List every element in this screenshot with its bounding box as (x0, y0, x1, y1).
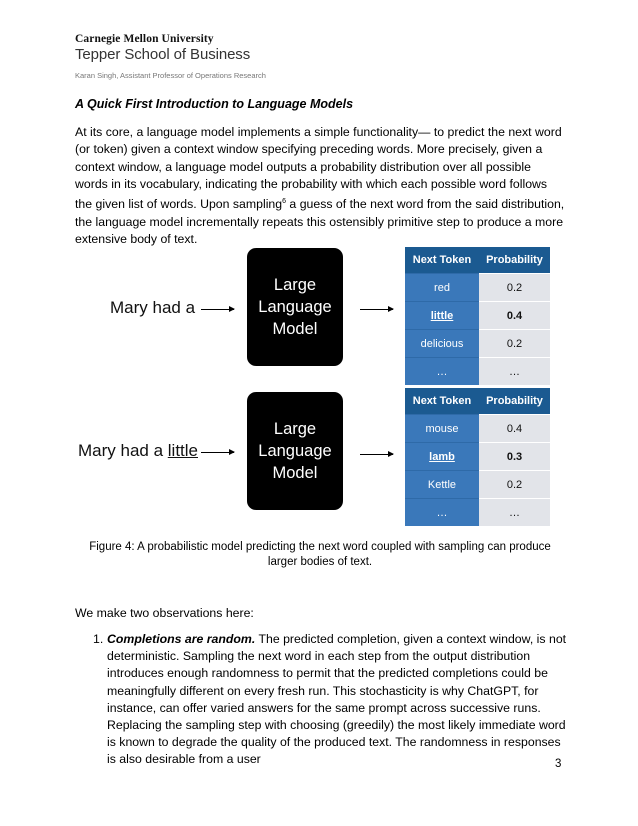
prob-cell: 0.4 (479, 302, 550, 330)
prob-cell: 0.2 (479, 274, 550, 302)
llm-label-line1: Large (273, 276, 317, 294)
table-row (405, 415, 550, 443)
section-title: A Quick First Introduction to Language Models (75, 97, 354, 111)
token-cell: delicious (405, 330, 479, 358)
llm-box-1 (247, 248, 343, 366)
prob-cell: 0.2 (479, 471, 550, 499)
page-header (75, 33, 266, 80)
token-cell: … (405, 499, 479, 527)
prob-cell: … (479, 358, 550, 386)
token-cell: … (405, 358, 479, 386)
token-cell: little (405, 302, 479, 330)
list-item (93, 631, 568, 769)
col-header-token: Next Token (405, 388, 479, 415)
next-token-table-2 (405, 388, 550, 526)
prob-cell: … (479, 499, 550, 527)
token-cell: mouse (405, 415, 479, 443)
token-cell: Kettle (405, 471, 479, 499)
token-cell: red (405, 274, 479, 302)
input-context-1: Mary had a (110, 298, 196, 317)
intro-text-a: At its core, a language model implements a simple functionality— to predict the next word (or token) given a context window specifying preceding words. More precisely, given a context window, a language model outputs a probability distribution over all possible words in its vocabulary, indicating the probability with which each possible word follows the given list of words. Upon sampling (75, 125, 562, 212)
input-context-2: Mary had a little (78, 441, 198, 460)
observations-intro: We make two observations here: (75, 606, 254, 620)
arrow-icon (201, 309, 234, 310)
llm-label-line2: Language (258, 442, 332, 460)
footnote-ref[interactable]: 6 (282, 198, 287, 206)
arrow-icon (201, 452, 234, 453)
llm-label-line1: Large (273, 420, 317, 438)
llm-box-2 (247, 392, 343, 510)
list-number: 1. (93, 632, 104, 646)
llm-label-line3: Model (272, 320, 318, 338)
col-header-probability: Probability (479, 247, 550, 274)
school-name: Tepper School of Business (75, 46, 251, 63)
author-line: Karan Singh, Assistant Professor of Operations Research (75, 71, 266, 80)
table-row-selected (405, 443, 550, 471)
arrow-icon (360, 454, 393, 455)
prob-cell: 0.3 (479, 443, 550, 471)
table-row (405, 499, 550, 527)
table-row-selected (405, 302, 550, 330)
prob-cell: 0.2 (479, 330, 550, 358)
prob-cell: 0.4 (479, 415, 550, 443)
col-header-token: Next Token (405, 247, 479, 274)
observations-list (93, 631, 568, 769)
table-row (405, 330, 550, 358)
list-item-text: The predicted completion, given a context window, is not deterministic. Sampling the next word in each step from the output distribution introduces enough randomness to permit that the predicted completions could be meaningfully different on every fresh run. This stochasticity is why ChatGPT, for instance, can offer varied answers for the same prompt across successive runs. Replacing the sampling step with choosing (greedily) the most likely immediate word is known to degrade the quality of the produced text. The randomness in responses is also desirable from a user (107, 632, 567, 767)
figure-caption: Figure 4: A probabilistic model predicting the next word coupled with sampling can produce larger bodies of text. (89, 541, 551, 568)
list-item-heading: Completions are random. (107, 632, 256, 646)
intro-text-b: a guess of the next word from the said distribution, the language model incrementally repeats this ostensibly primitive step to produce a more extensive body of text. (75, 197, 565, 246)
page-number: 3 (555, 758, 562, 770)
university-name: Carnegie Mellon University (75, 33, 214, 45)
next-token-table-1 (405, 247, 550, 385)
llm-label-line3: Model (272, 464, 318, 482)
figure-language-model (0, 240, 638, 530)
table-row (405, 471, 550, 499)
llm-label-line2: Language (258, 298, 332, 316)
token-cell: lamb (405, 443, 479, 471)
table-row (405, 358, 550, 386)
arrow-icon (360, 309, 393, 310)
intro-paragraph (75, 124, 565, 248)
table-row (405, 274, 550, 302)
col-header-probability: Probability (479, 388, 550, 415)
